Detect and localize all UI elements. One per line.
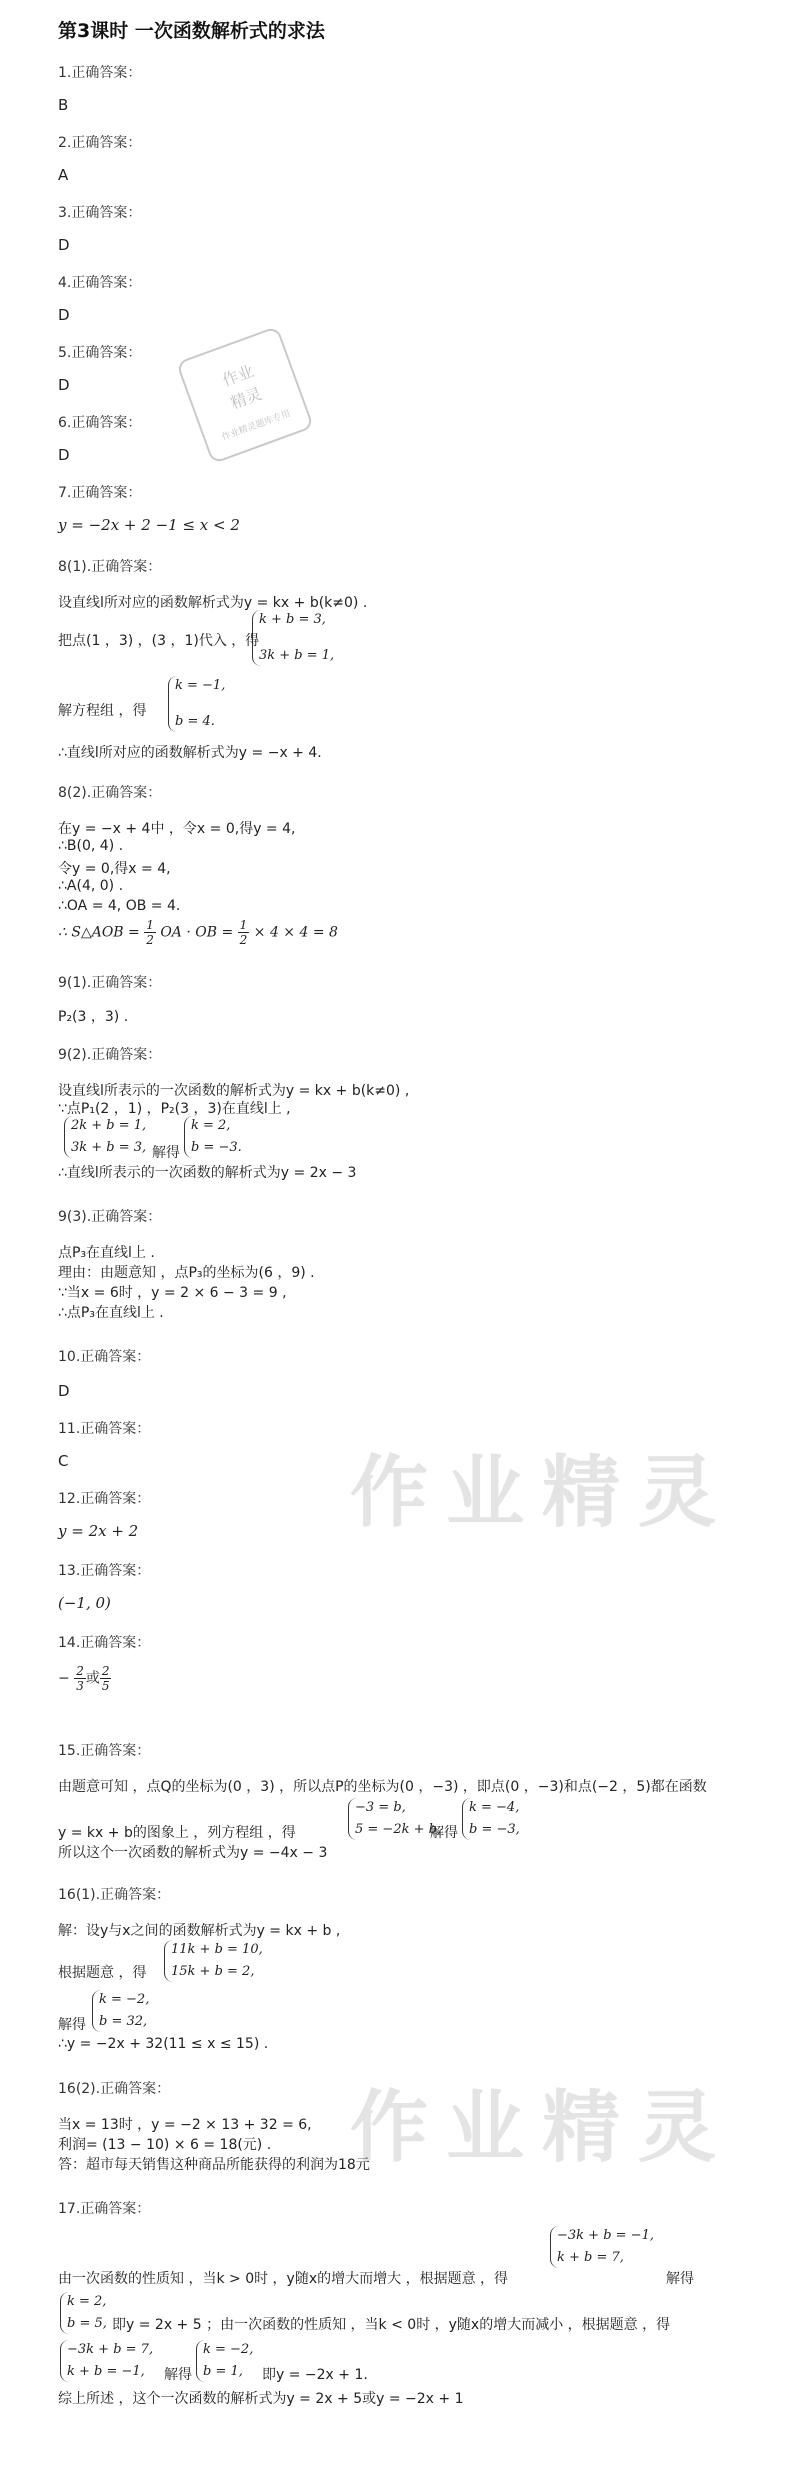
solution-line: ∵点P₁(2 ，1) ，P₂(3 ，3)在直线l上 , [58,1101,291,1117]
answer-text: C [58,1452,69,1470]
answer-text: D [58,446,70,464]
fraction-numerator: 2 [76,1664,84,1678]
fraction [144,918,156,947]
fraction-denominator: 5 [101,1679,110,1693]
solution-line: 在y = −x + 4中 ，令x = 0,得y = 4, [58,821,296,837]
answer-text: y = −2x + 2 −1 ≤ x < 2 [58,516,240,534]
solution-line: 由题意可知 ，点Q的坐标为(0 ，3) ，所以点P的坐标为(0 ，−3) ，即点(0 ，−3)和点(−2 ，5)都在函数 [58,1779,707,1795]
equation-system [462,1798,520,1840]
stamp-icon [149,299,341,491]
question-label: 8(2).正确答案： [58,785,162,801]
solution-line: 解得 [164,2367,192,2383]
question-label: 9(2).正确答案： [58,1047,162,1063]
formula-part: OA · OB = [160,924,238,941]
question-label: 15.正确答案： [58,1743,151,1759]
equation-system [184,1116,242,1158]
question-label: 16(2).正确答案： [58,2081,171,2097]
solution-line: ∴直线l所对应的函数解析式为y = −x + 4. [58,745,322,761]
equation: 15k + b = 2, [171,1964,255,1979]
question-label: 4.正确答案： [58,275,142,291]
equation: k = 2, [191,1118,231,1133]
equation: 5 = −2k + b, [355,1822,442,1837]
equation: k = −2, [203,2342,254,2357]
solution-line: 解得 [666,2271,694,2287]
equation: b = 4. [175,714,215,729]
answer-text: y = 2x + 2 [58,1522,139,1540]
question-label: 17.正确答案： [58,2201,151,2217]
equation: b = −3, [469,1822,520,1837]
equation: k = 2, [67,2294,107,2309]
question-label: 11.正确答案： [58,1421,151,1437]
equation: k + b = −1, [67,2364,145,2379]
solution-line: 令y = 0,得x = 4, [58,861,171,877]
answer-text: P₂(3 ，3) . [58,1009,129,1025]
equation-system [60,2340,153,2382]
solution-line: ∵当x = 6时 ，y = 2 × 6 − 3 = 9 , [58,1285,287,1301]
equation-system [92,1990,149,2032]
solution-line: 由一次函数的性质知 ，当k > 0时 ，y随x的增大而增大 ，根据题意 ，得 [58,2271,509,2287]
equation: b = 5, [67,2316,107,2331]
page-title: 第3课时 一次函数解析式的求法 [58,20,325,42]
solution-line: 当x = 13时 ，y = −2 × 13 + 32 = 6, [58,2117,312,2133]
equation: k + b = 3, [259,612,326,627]
answer-text: D [58,236,70,254]
solution-line: 根据题意 ，得 [58,1965,147,1981]
question-label: 5.正确答案： [58,345,142,361]
solution-line: 理由：由题意知 ，点P₃的坐标为(6 ，9) . [58,1265,315,1281]
equation: 2k + b = 1, [71,1118,147,1133]
question-label: 12.正确答案： [58,1491,151,1507]
fraction-denominator: 2 [239,933,248,947]
solution-line: ∴y = −2x + 32(11 ≤ x ≤ 15) . [58,2036,269,2052]
equation-system [64,1116,146,1158]
answer-text: D [58,376,70,394]
area-formula [58,918,338,947]
question-label: 6.正确答案： [58,415,142,431]
solution-line: ∴点P₃在直线l上 . [58,1305,164,1321]
solution-line: 答：超市每天销售这种商品所能获得的利润为18元 [58,2157,370,2173]
formula-part: × 4 × 4 = 8 [253,924,338,941]
svg-text:精灵: 精灵 [227,383,265,413]
answer-text: (−1, 0) [58,1594,111,1612]
solution-line: 利润= (13 − 10) × 6 = 18(元) . [58,2137,272,2153]
equation: 11k + b = 10, [171,1942,263,1957]
equation: b = −3. [191,1140,242,1155]
equation: k = −2, [99,1992,150,2007]
solution-line: 综上所述 ，这个一次函数的解析式为y = 2x + 5或y = −2x + 1 [58,2391,464,2407]
solution-line: y = kx + b的图象上 ，列方程组 ，得 [58,1825,296,1841]
solution-line: 即y = −2x + 1. [262,2367,368,2383]
solution-line: 解方程组 ，得 [58,703,147,719]
question-label: 8(1).正确答案： [58,559,162,575]
question-label: 3.正确答案： [58,205,142,221]
solution-line: 解得 [152,1145,180,1161]
equation-system [348,1798,441,1840]
equation: 3k + b = 1, [259,648,335,663]
question-label: 9(1).正确答案： [58,975,162,991]
equation: k + b = 7, [557,2250,624,2265]
svg-text:作业: 作业 [219,361,257,391]
equation: −3k + b = 7, [67,2342,154,2357]
fraction-numerator: 2 [101,1664,110,1678]
minus-sign: − [58,1670,70,1687]
solution-line: 解得 [58,2017,86,2033]
question-label: 14.正确答案： [58,1635,151,1651]
equation: k = −1, [175,678,226,693]
equation-system [550,2226,654,2268]
solution-line: 点P₃在直线l上 . [58,1245,155,1261]
svg-text:作业精灵题库专用: 作业精灵题库专用 [220,408,292,444]
equation-system [196,2340,253,2382]
solution-line: 解：设y与x之间的函数解析式为y = kx + b , [58,1923,341,1939]
solution-line: 所以这个一次函数的解析式为y = −4x − 3 [58,1845,328,1861]
equation: b = 32, [99,2014,148,2029]
fraction [100,1664,112,1693]
equation-system [168,676,225,732]
fraction [238,918,250,947]
equation-system [164,1940,263,1982]
solution-line: 把点(1 ，3) ，(3 ，1)代入 ，得 [58,633,260,649]
equation-system [252,610,334,666]
solution-line: ∴B(0, 4) . [58,838,124,854]
equation: 3k + b = 3, [71,1140,147,1155]
equation: k = −4, [469,1800,520,1815]
question-label: 10.正确答案： [58,1349,151,1365]
question-label: 2.正确答案： [58,135,142,151]
question-label: 1.正确答案： [58,65,142,81]
equation-system [60,2292,107,2334]
question-label: 16(1).正确答案： [58,1887,171,1903]
fraction-answer [58,1664,111,1693]
solution-line: ∴直线l所表示的一次函数的解析式为y = 2x − 3 [58,1165,357,1181]
question-label: 13.正确答案： [58,1563,151,1579]
solution-line: ∴OA = 4, OB = 4. [58,898,181,914]
solution-line: 设直线l所对应的函数解析式为y = kx + b(k≠0) . [58,595,368,611]
solution-line: ∴A(4, 0) . [58,878,124,894]
solution-line: 即y = 2x + 5 ；由一次函数的性质知 ，当k < 0时 ，y随x的增大而减小 ，根据题意 ，得 [112,2317,671,2333]
fraction-numerator: 1 [239,918,248,932]
question-label: 9(3).正确答案： [58,1209,162,1225]
equation: b = 1, [203,2364,243,2379]
fraction [74,1664,86,1693]
formula-part: ∴ S△AOB = [58,924,145,941]
equation: −3 = b, [355,1800,406,1815]
watermark: 作业精灵 [350,2083,735,2173]
watermark: 作业精灵 [350,1448,735,1538]
fraction-denominator: 2 [146,933,154,947]
question-label: 7.正确答案： [58,485,142,501]
solution-line: 解得 [430,1825,458,1841]
fraction-numerator: 1 [146,918,154,932]
solution-line: 设直线l所表示的一次函数的解析式为y = kx + b(k≠0) , [58,1083,410,1099]
answer-text: B [58,96,69,114]
answer-text: D [58,306,70,324]
fraction-denominator: 3 [76,1679,84,1693]
answer-text: D [58,1382,70,1400]
equation: −3k + b = −1, [557,2228,654,2243]
or-text: 或 [85,1670,100,1687]
answer-text: A [58,166,69,184]
